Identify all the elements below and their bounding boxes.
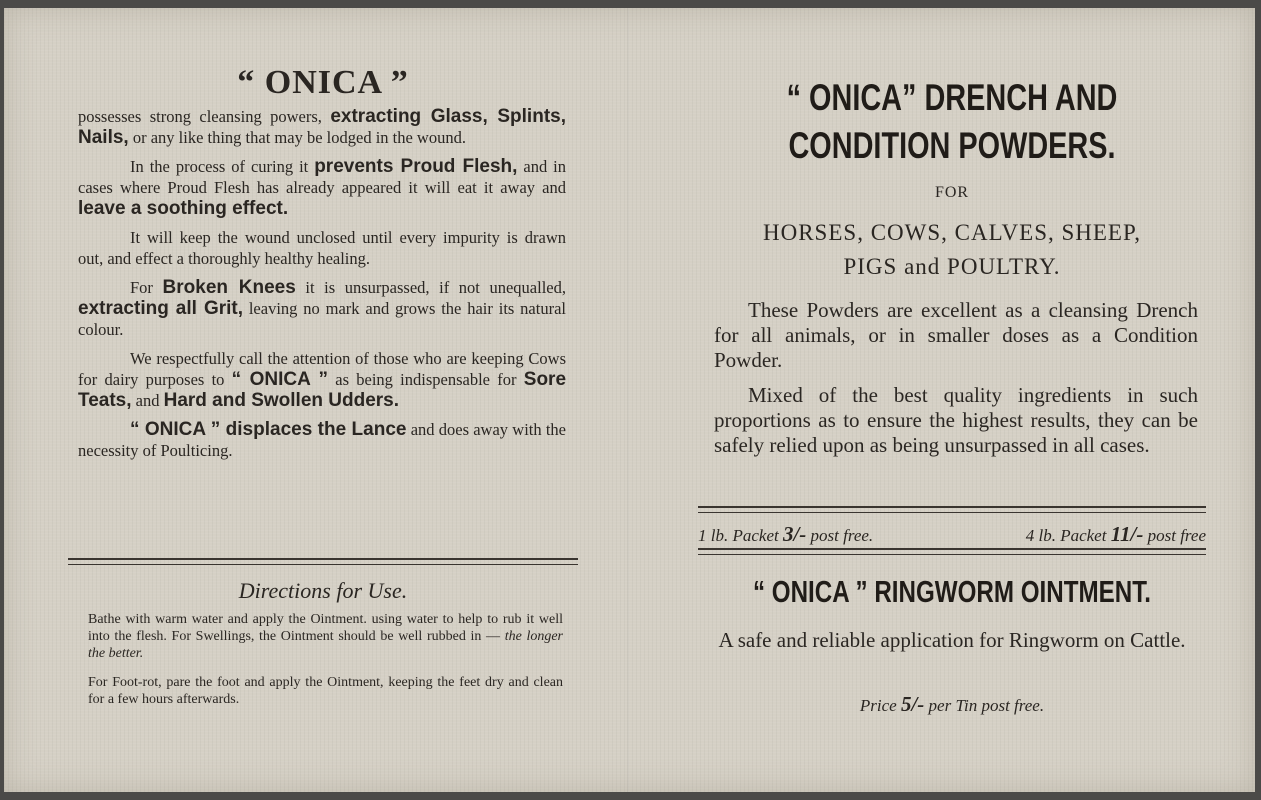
paragraph-healing: It will keep the wound unclosed until every impurity is drawn out, and effect a thoroughly healthy healing. [78, 228, 566, 268]
center-fold [627, 8, 629, 792]
for-label: FOR [934, 184, 970, 201]
price-4lb: 4 lb. Packet 11/- post free [1025, 522, 1206, 546]
ringworm-heading: “ ONICA ” RINGWORM OINTMENT. [752, 574, 1152, 609]
paragraph-lance: “ ONICA ” displaces the Lance and does away with the necessity of Poulticing. [78, 419, 566, 460]
animals-list: HORSES, COWS, CALVES, SHEEP, PIGS and POULTRY. [763, 220, 1141, 279]
onica-description [78, 106, 566, 469]
directions-text [88, 611, 563, 720]
ringworm-price: Price 5/- per Tin post free. [859, 692, 1045, 716]
paragraph-dairy-cows: We respectfully call the attention of those who are keeping Cows for dairy purposes to “ ONICA ” as being indispensable for Sore Teats, and Hard and Swollen Udders. [78, 349, 567, 411]
directions-bathing: Bathe with warm water and apply the Ointment. using water to help to rub it well into the flesh. For Swellings, the Ointment should be well rubbed in — the longer the better. [88, 612, 563, 661]
ringworm-description: A safe and reliable application for Ringworm on Cattle. [718, 628, 1186, 652]
double-divider-top [698, 506, 1206, 513]
powders-quality: Mixed of the best quality ingredients in such proportions as to ensure the highest results, they can be safely relied upon as being unsurpassed in all cases. [714, 383, 1198, 457]
directions-heading: Directions for Use. [238, 578, 408, 603]
powders-price-row [698, 522, 1206, 547]
paragraph-cleansing: possesses strong cleansing powers, extracting Glass, Splints, Nails, or any like thing that may be lodged in the wound. [78, 106, 566, 148]
paragraph-broken-knees: For Broken Knees it is unsurpassed, if not unequalled, extracting all Grit, leaving no mark and grows the hair its natural colour. [78, 277, 566, 339]
onica-heading: “ ONICA ” [237, 64, 409, 101]
paragraph-proud-flesh: In the process of curing it prevents Proud Flesh, and in cases where Proud Flesh has already appeared it will eat it away and leave a soothing effect. [78, 156, 566, 219]
double-divider [68, 558, 578, 565]
powders-description [714, 298, 1198, 468]
double-divider-bottom [698, 548, 1206, 555]
price-1lb: 1 lb. Packet 3/- post free. [698, 522, 874, 546]
drench-powders-heading: “ ONICA” DRENCH AND CONDITION POWDERS. [786, 77, 1118, 166]
directions-foot-rot: For Foot-rot, pare the foot and apply the Ointment, keeping the feet dry and clean for a few hours afterwards. [88, 675, 563, 707]
powders-usage: These Powders are excellent as a cleansing Drench for all animals, or in smaller doses as a Condition Powder. [714, 298, 1198, 372]
